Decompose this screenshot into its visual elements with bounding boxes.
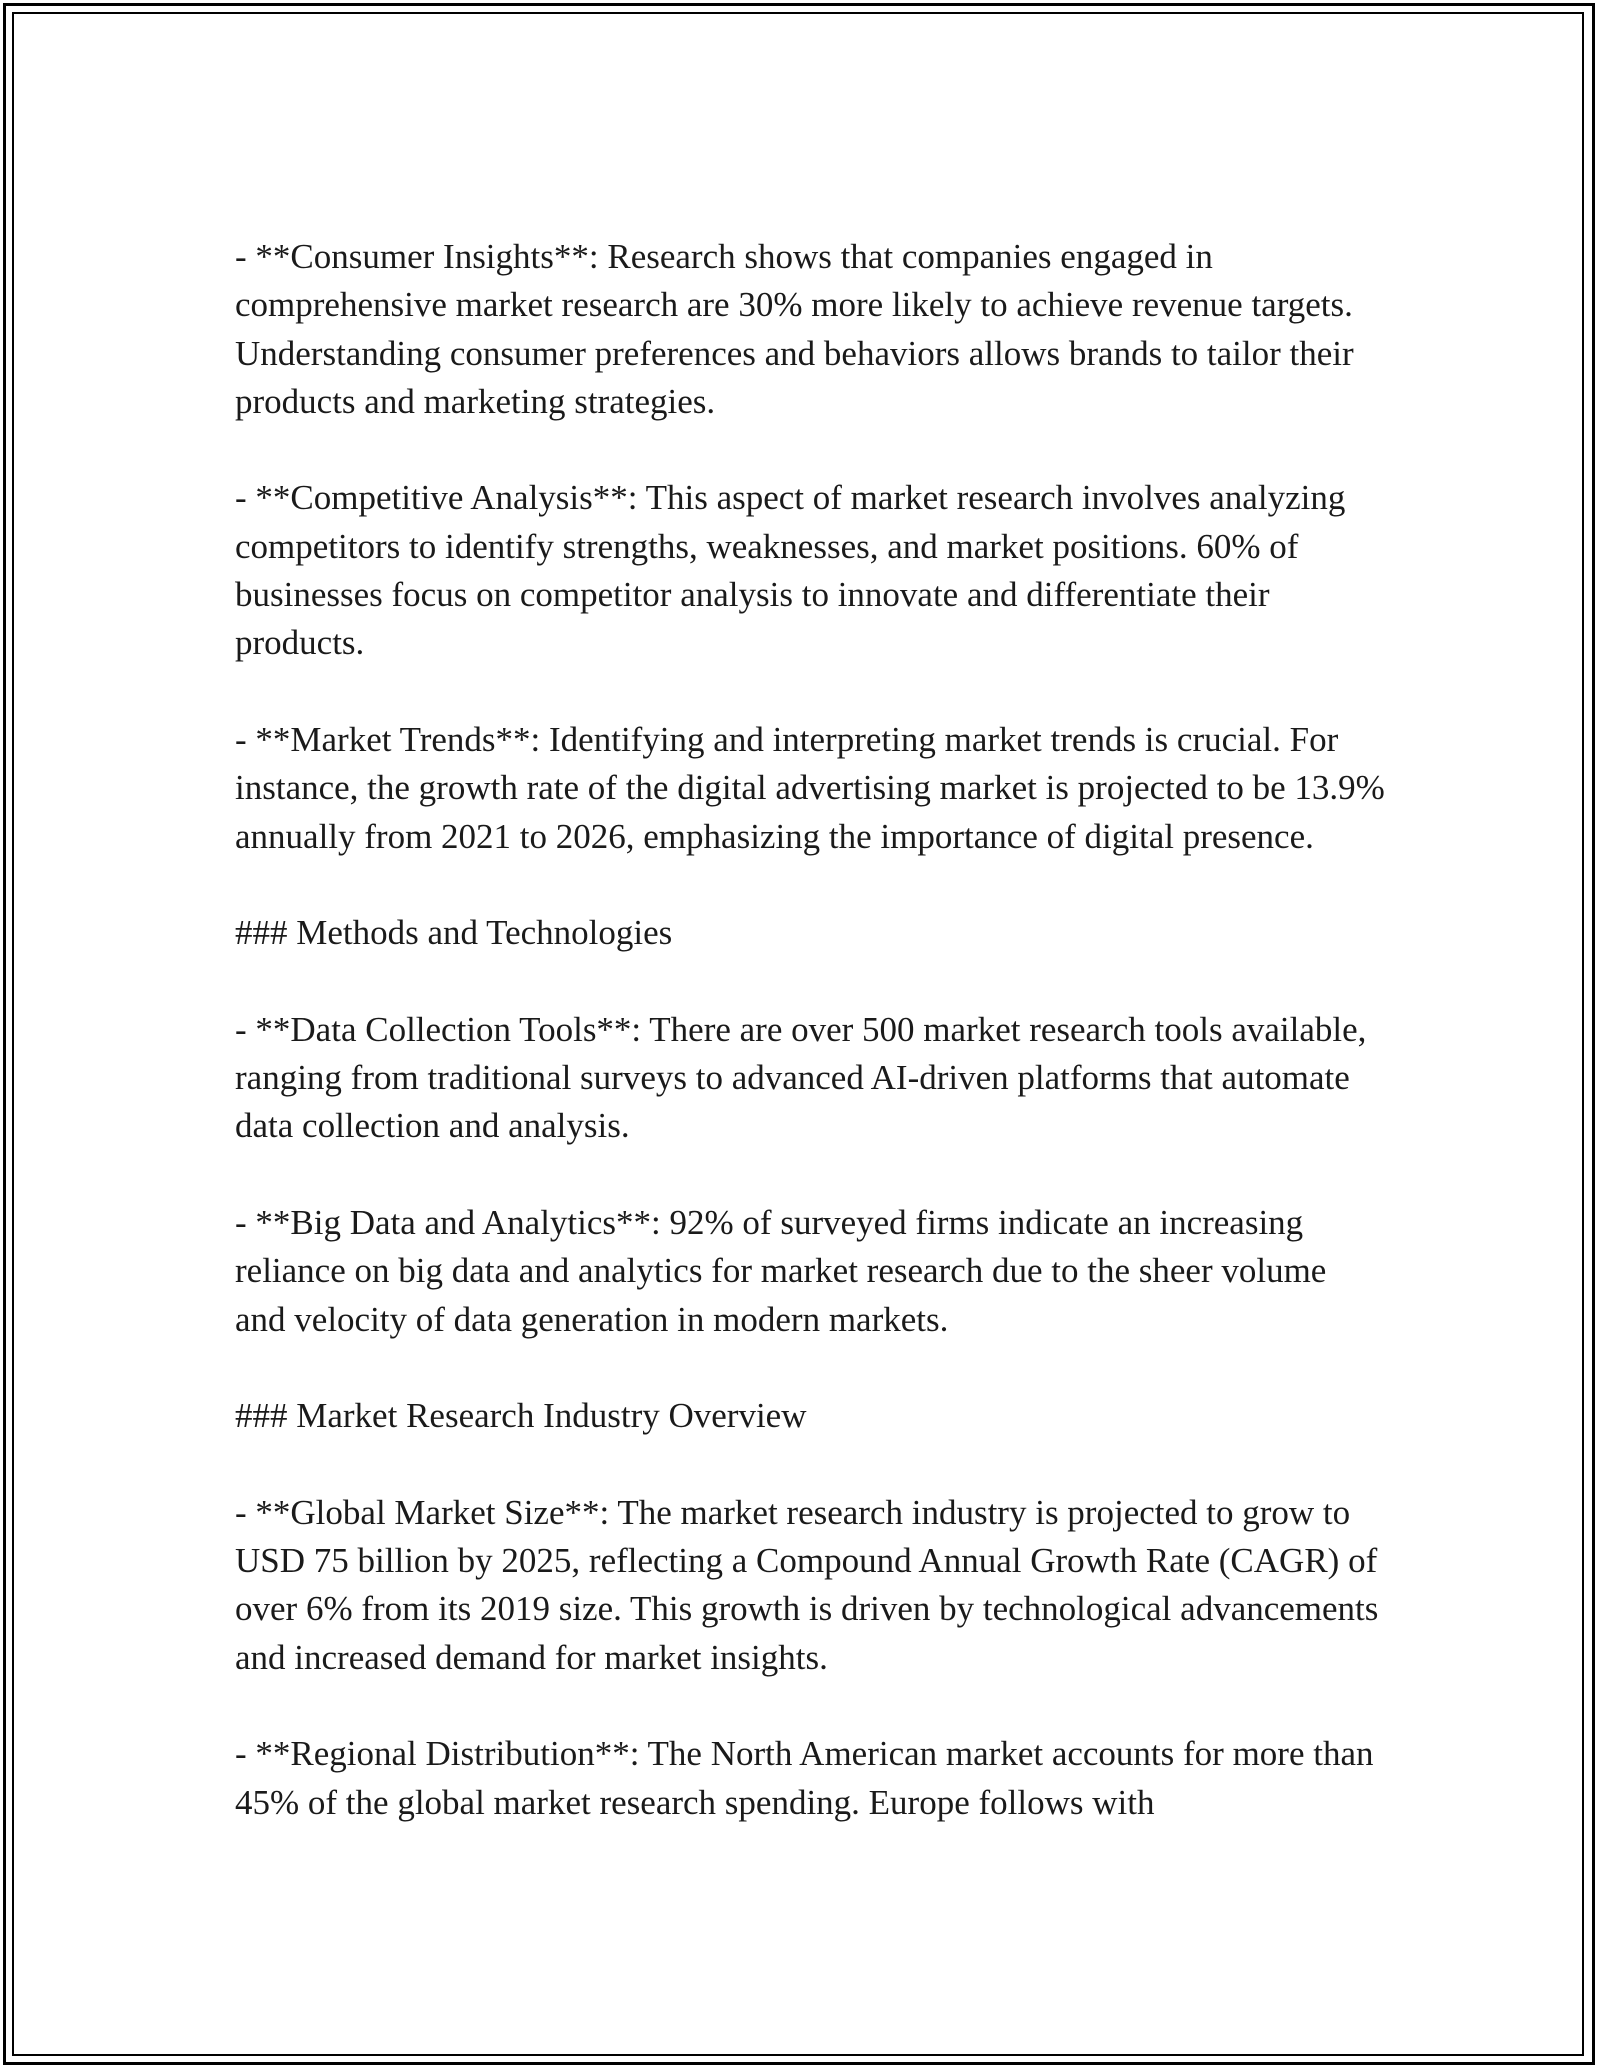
consumer-insights-paragraph: - **Consumer Insights**: Research shows that companies engaged in comprehensive market research are 30% more likely to achieve revenue targets. Understanding consumer preferences and behaviors allows brands to tailor their products and marketing strategies. [235,237,1354,421]
document-body [235,233,1385,1827]
methods-technologies-heading: ### Methods and Technologies [235,913,673,953]
regional-distribution-paragraph: - **Regional Distribution**: The North American market accounts for more than 45% of the global market research spending. Europe follows with [235,1734,1374,1822]
competitive-analysis-paragraph: - **Competitive Analysis**: This aspect of market research involves analyzing competitors to identify strengths, weaknesses, and market positions. 60% of businesses focus on competitor analysis to innovate and differentiate their products. [235,478,1346,663]
market-trends-paragraph: - **Market Trends**: Identifying and interpreting market trends is crucial. For instance, the growth rate of the digital advertising market is projected to be 13.9% annually from 2021 to 2026, emphasizing the importance of digital presence. [235,719,1385,856]
industry-overview-heading: ### Market Research Industry Overview [235,1396,807,1436]
global-market-size-paragraph: - **Global Market Size**: The market research industry is projected to grow to USD 75 billion by 2025, reflecting a Compound Annual Growth Rate (CAGR) of over 6% from its 2019 size. This growth is driven by technological advancements and increased demand for market insights. [235,1492,1379,1677]
data-collection-tools-paragraph: - **Data Collection Tools**: There are over 500 market research tools available, ranging from traditional surveys to advanced AI-driven platforms that automate data collection and analysis. [235,1009,1367,1146]
big-data-analytics-paragraph: - **Big Data and Analytics**: 92% of surveyed firms indicate an increasing reliance on big data and analytics for market research due to the sheer volume and velocity of data generation in modern markets. [235,1202,1327,1339]
